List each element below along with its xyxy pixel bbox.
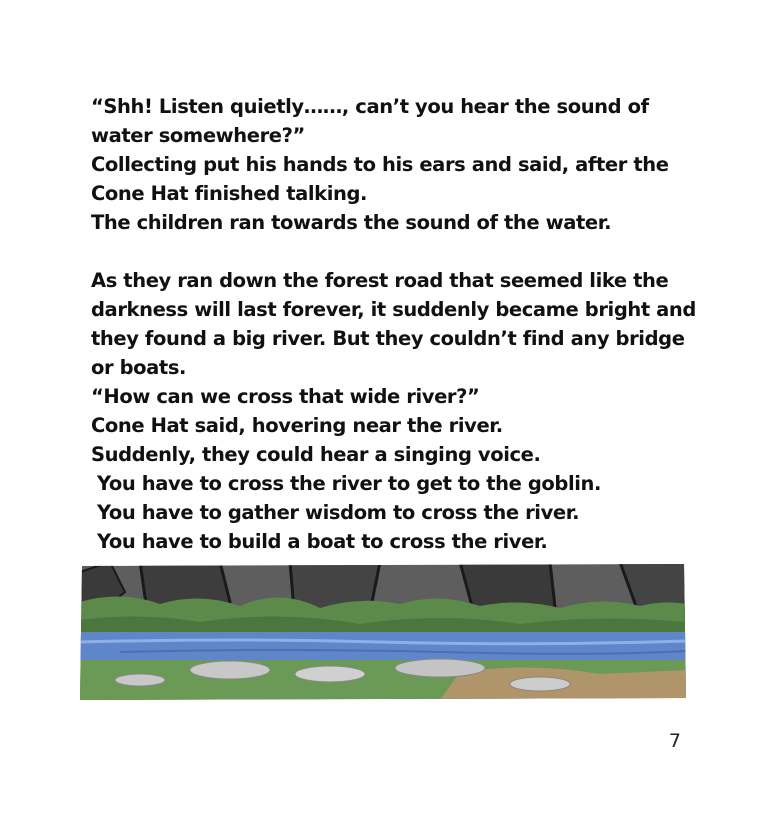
story-line: darkness will last forever, it suddenly became bright and (91, 298, 696, 321)
story-line: Cone Hat finished talking. (91, 182, 368, 205)
story-line: Collecting put his hands to his ears and said, after the (91, 153, 669, 176)
story-line: Suddenly, they could hear a singing voice. (91, 443, 541, 466)
story-line: The children ran towards the sound of the water. (91, 211, 612, 234)
rock (395, 659, 485, 677)
song-line: You have to gather wisdom to cross the river. (97, 501, 580, 524)
river-illustration (80, 562, 686, 700)
page-number: 7 (668, 730, 681, 752)
story-line: “Shh! Listen quietly……, can’t you hear the sound of (91, 95, 649, 118)
river (80, 632, 686, 662)
story-line: they found a big river. But they couldn’t find any bridge (91, 327, 685, 350)
story-text (91, 92, 696, 556)
song-line: You have to cross the river to get to the goblin. (97, 472, 602, 495)
story-line: “How can we cross that wide river?” (91, 385, 480, 408)
rock (115, 674, 165, 686)
river-scene-image (80, 562, 686, 700)
story-line: Cone Hat said, hovering near the river. (91, 414, 503, 437)
rock (510, 677, 570, 691)
song-line: You have to build a boat to cross the river. (97, 530, 548, 553)
rock (295, 666, 365, 682)
story-line: As they ran down the forest road that seemed like the (91, 269, 669, 292)
story-line: water somewhere?” (91, 124, 305, 147)
rock (190, 661, 270, 679)
story-line: or boats. (91, 356, 187, 379)
paragraph-gap (91, 237, 691, 266)
